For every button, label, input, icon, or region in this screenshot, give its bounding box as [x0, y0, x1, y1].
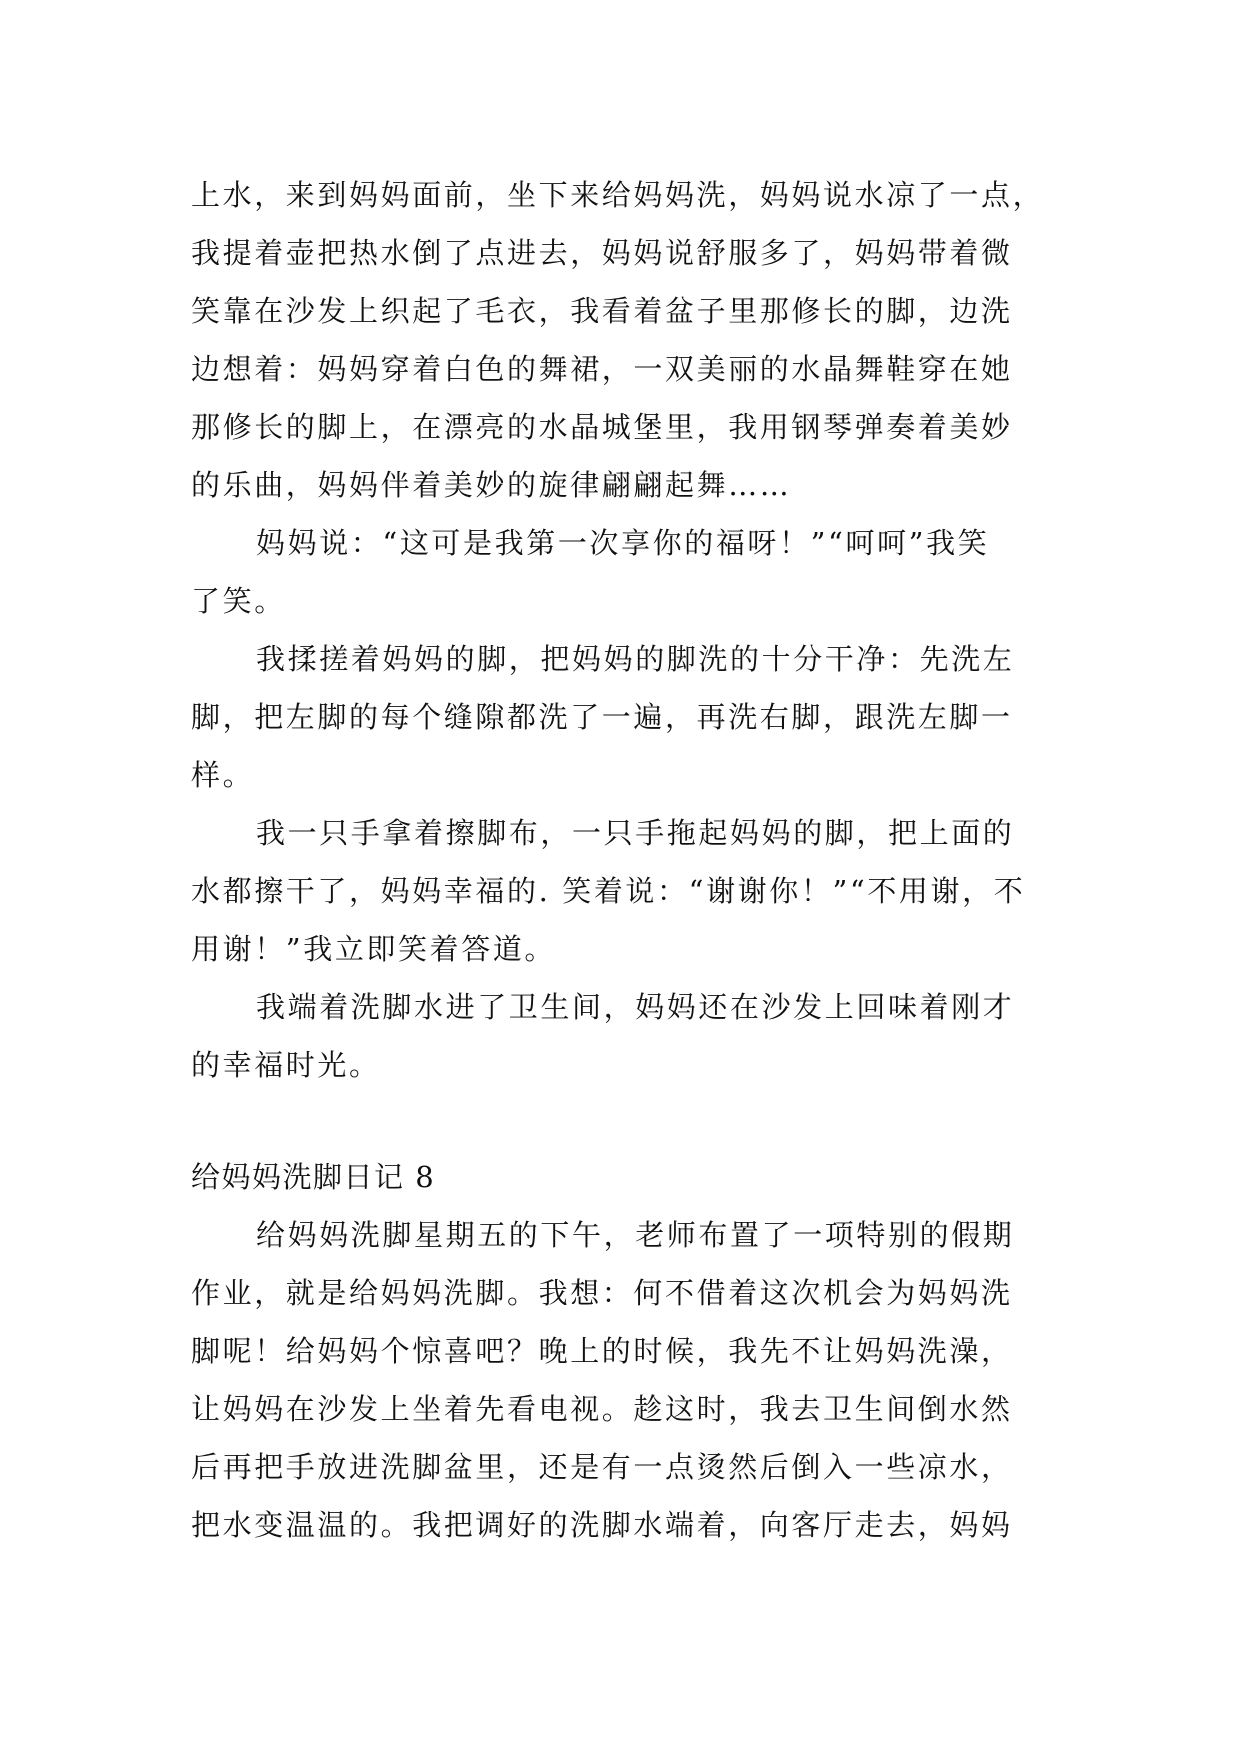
text-line: 脚呢！给妈妈个惊喜吧？晚上的时候，我先不让妈妈洗澡，: [191, 1334, 1013, 1368]
paragraph-first-line: 给妈妈洗脚星期五的下午，老师布置了一项特别的假期: [256, 1218, 1015, 1252]
paragraph-first-line: 我揉搓着妈妈的脚，把妈妈的脚洗的十分干净：先洗左: [256, 642, 1015, 676]
text-line: 作业，就是给妈妈洗脚。我想：何不借着这次机会为妈妈洗: [191, 1276, 1013, 1310]
text-line: 的乐曲，妈妈伴着美妙的旋律翩翩起舞……: [191, 468, 792, 502]
text-line: 边想着：妈妈穿着白色的舞裙，一双美丽的水晶舞鞋穿在她: [191, 352, 1013, 386]
text-line: 我提着壶把热水倒了点进去，妈妈说舒服多了，妈妈带着微: [191, 236, 1013, 270]
text-line: 让妈妈在沙发上坐着先看电视。趁这时，我去卫生间倒水然: [191, 1392, 1013, 1426]
section-heading: 给妈妈洗脚日记 8: [191, 1160, 436, 1194]
body-text-block-1: [191, 166, 1051, 1094]
paragraph-first-line: 我一只手拿着擦脚布，一只手拖起妈妈的脚，把上面的: [256, 816, 1015, 850]
body-text-block-2: [191, 1206, 1051, 1554]
text-line: 脚，把左脚的每个缝隙都洗了一遍，再洗右脚，跟洗左脚一: [191, 700, 1013, 734]
text-line: 用谢！”我立即笑着答道。: [191, 932, 557, 966]
paragraph-first-line: 妈妈说：“这可是我第一次享你的福呀！”“呵呵”我笑: [256, 526, 990, 560]
text-line: 笑靠在沙发上织起了毛衣，我看着盆子里那修长的脚，边洗: [191, 294, 1013, 328]
text-line: 后再把手放进洗脚盆里，还是有一点烫然后倒入一些凉水，: [191, 1450, 1013, 1484]
text-line: 了笑。: [191, 584, 286, 618]
text-line: 那修长的脚上，在漂亮的水晶城堡里，我用钢琴弹奏着美妙: [191, 410, 1013, 444]
text-line: 把水变温温的。我把调好的洗脚水端着，向客厅走去，妈妈: [191, 1508, 1013, 1542]
text-line: 上水，来到妈妈面前，坐下来给妈妈洗，妈妈说水凉了一点，: [191, 178, 1045, 212]
text-line: 的幸福时光。: [191, 1048, 381, 1082]
text-line: 水都擦干了，妈妈幸福的. 笑着说：“谢谢你！”“不用谢，不: [191, 874, 1026, 908]
text-line: 样。: [191, 758, 255, 792]
paragraph-first-line: 我端着洗脚水进了卫生间，妈妈还在沙发上回味着刚才: [256, 990, 1015, 1024]
